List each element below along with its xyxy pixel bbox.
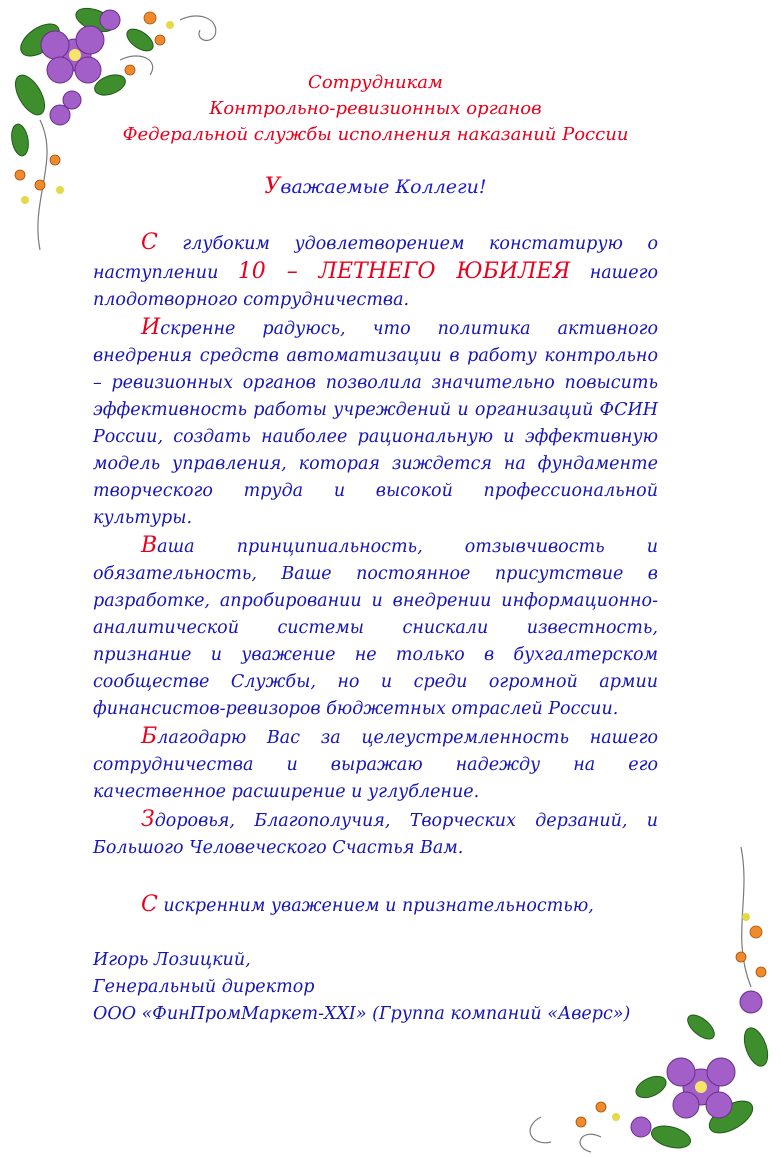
header-line: Федеральной службы исполнения наказаний России [122, 124, 629, 145]
drop-cap: И [141, 315, 161, 340]
drop-cap: С [141, 892, 158, 917]
paragraph [93, 532, 658, 723]
paragraph [93, 723, 658, 806]
signer-title: Генеральный директор [93, 977, 315, 997]
jubilee-highlight: 10 – ЛЕТНЕГО ЮБИЛЕЯ [237, 259, 571, 284]
paragraph-text: глубоким удовлетворением констатирую о наступлении [93, 234, 658, 283]
drop-cap: В [141, 533, 158, 558]
paragraph-text: лагодарю Вас за целеустремленность нашего сотрудничества и выражаю надежду на его качественное расширение и углубление. [93, 728, 658, 802]
salutation [93, 174, 658, 199]
drop-cap: У [264, 174, 281, 199]
drop-cap: С [141, 230, 158, 255]
paragraph-text: скренне радуюсь, что политика активного внедрения средств автоматизации в работу контрольно – ревизионных органов позволила значительно повысить эффективность работы учреждений и организаций ФСИН России, создать наиболее рациональную и эффективную модель управления, которая зиждется на фундаменте творческого труда и высокой профессиональной культуры. [93, 319, 658, 528]
signer-name: Игорь Лозицкий, [93, 950, 251, 970]
addressee-header [93, 70, 658, 148]
signer-company: ООО «ФинПромМаркет-XXI» (Группа компаний «Аверс») [93, 1004, 631, 1024]
paragraph-text: доровья, Благополучия, Творческих дерзаний, и Большого Человеческого Счастья Вам. [93, 811, 658, 858]
drop-cap: Б [141, 724, 158, 749]
closing-text: искренним уважением и признательностью, [157, 896, 594, 916]
header-line: Сотрудникам [308, 72, 443, 93]
signature-block [93, 947, 658, 1028]
header-line: Контрольно-ревизионных органов [209, 98, 542, 119]
drop-cap: З [141, 807, 155, 832]
paragraph-text: нашего плодотворного сотрудничества. [93, 263, 658, 310]
paragraph [93, 229, 658, 314]
paragraph [93, 314, 658, 532]
paragraph [93, 806, 658, 862]
paragraph-text: аша принципиальность, отзывчивость и обязательность, Ваше постоянное присутствие в разработке, апробировании и внедрении информационно-аналитической системы снискали известность, признание и уважение не только в бухгалтерском сообществе Службы, но и среди огромной армии финансистов-ревизоров бюджетных отраслей России. [93, 537, 658, 719]
salutation-text: важаемые Коллеги! [280, 176, 487, 198]
closing [93, 892, 658, 917]
letter [93, 70, 658, 1028]
letter-body [93, 229, 658, 862]
